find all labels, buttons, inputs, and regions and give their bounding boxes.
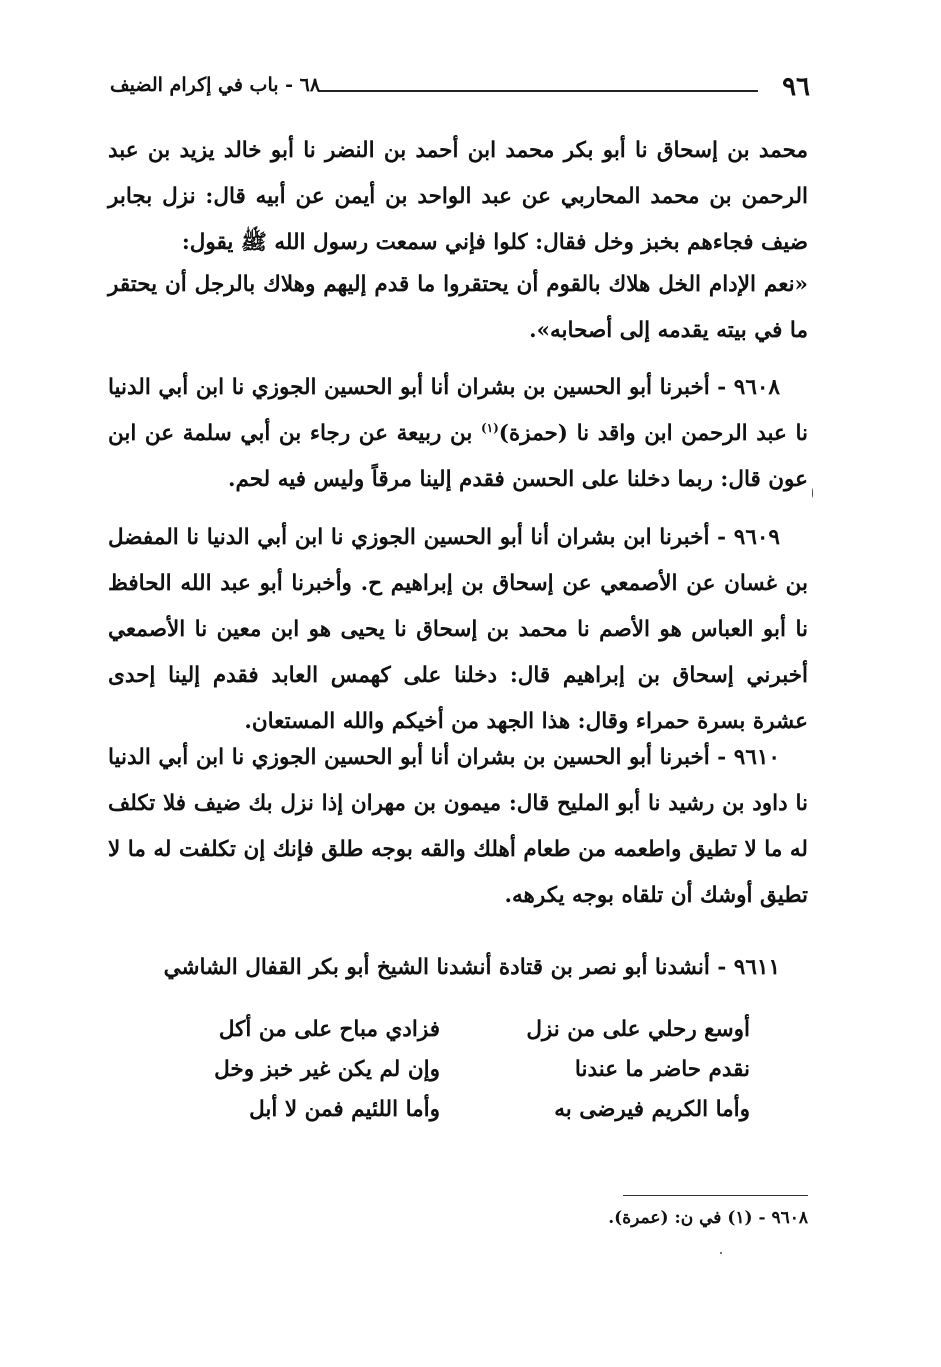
paragraph-9610-text: - أخبرنا أبو الحسين بن بشران أنا أبو الحسين الجوزي نا ابن أبي الدنيا نا داود بن رشيد نا أبو المليح قال: ميمون بن مهران إذا نزل بك ضيف فلا تكلف له ما لا تطيق واطعمه من طعام أهلك والقه بوجه طلق فإنك إن تكلفت له ما لا تطيق أوشك أن تلقاه بوجه يكرهه. (108, 745, 808, 908)
poem-verse (160, 1090, 750, 1130)
footnote-marker: (١) (480, 420, 499, 435)
poem (160, 1010, 750, 1130)
poem-verse (160, 1050, 750, 1090)
hadith-number-9608: ٩٦٠٨ (733, 375, 780, 400)
scan-speck (720, 1252, 722, 1254)
verse-second-hemistich: فزادي مباح على من أكل (218, 1017, 440, 1042)
paragraph-9611 (108, 945, 808, 991)
hadith-number-9610: ٩٦١٠ (733, 745, 780, 770)
poem-verse (160, 1010, 750, 1050)
paragraph-9608-text-b: بن ربيعة عن رجاء بن أبي سلمة عن ابن عون قال: ربما دخلنا على الحسن فقدم إلينا مرقاً وليس فيه لحم. (108, 421, 808, 492)
verse-second-hemistich: وأما اللئيم فمن لا أبل (249, 1097, 440, 1122)
hadith-text: «نعم الإدام الخل هلاك بالقوم أن يحتقروا ما قدم إليهم وهلاك بالرجل أن يحتقر ما في بيته يقدمه إلى أصحابه». (108, 272, 808, 343)
paragraph-9610-body (108, 735, 808, 919)
paragraph-9610 (108, 735, 808, 919)
scan-speck (812, 488, 813, 498)
paragraph-9609-body (108, 515, 808, 745)
verse-second-hemistich: وإن لم يكن غير خبز وخل (214, 1057, 440, 1082)
paragraph-9608-text-a: - أخبرنا أبو الحسين بن بشران أنا أبو الحسين الجوزي نا ابن أبي الدنيا نا عبد الرحمن ابن واقد نا (حمزة) (108, 375, 808, 446)
paragraph-9608 (108, 365, 808, 503)
chapter-title: ٦٨ - باب في إكرام الضيف (110, 74, 321, 96)
hadith-number-9609: ٩٦٠٩ (733, 525, 780, 550)
page-number: ٩٦ (782, 72, 810, 102)
hadith-number-9611: ٩٦١١ (733, 955, 780, 980)
verse-first-hemistich: أوسع رحلي على من نزل (526, 1017, 750, 1042)
verse-first-hemistich: وأما الكريم فيرضى به (554, 1097, 750, 1122)
paragraph-9608-body (108, 365, 808, 503)
paragraph-9609 (108, 515, 808, 745)
paragraph-9609-text: - أخبرنا ابن بشران أنا أبو الحسين الجوزي نا ابن أبي الدنيا نا المفضل بن غسان عن الأصمعي عن إسحاق بن إبراهيم ح. وأخبرنا أبو عبد الله الحافظ نا أبو العباس هو الأصم نا محمد بن إسحاق نا يحيى هو ابن معين نا الأصمعي أخبرني إسحاق بن إبراهيم قال: دخلنا على كهمس العابد فقدم إلينا إحدى عشرة بسرة حمراء وقال: هذا الجهد من أخيكم والله المستعان. (108, 525, 808, 734)
paragraph-9611-body (108, 945, 808, 991)
paragraph-9611-text: - أنشدنا أبو نصر بن قتادة أنشدنا الشيخ أبو بكر القفال الشاشي (163, 955, 727, 980)
paragraph-intro (108, 128, 808, 266)
verse-first-hemistich: نقدم حاضر ما عندنا (574, 1057, 750, 1082)
header-rule (318, 90, 758, 92)
paragraph-hadith (108, 262, 808, 354)
footnote-rule (623, 1195, 808, 1196)
page-header (110, 70, 810, 104)
footnote: ٩٦٠٨ - (١) في ن: (عمرة). (608, 1208, 808, 1228)
intro-text: محمد بن إسحاق نا أبو بكر محمد ابن أحمد بن النضر نا أبو خالد يزيد بن عبد الرحمن بن محمد المحاربي عن عبد الواحد بن أيمن عن أبيه قال: نزل بجابر ضيف فجاءهم بخبز وخل فقال: كلوا فإني سمعت رسول الله ﷺ يقول: (108, 138, 808, 255)
